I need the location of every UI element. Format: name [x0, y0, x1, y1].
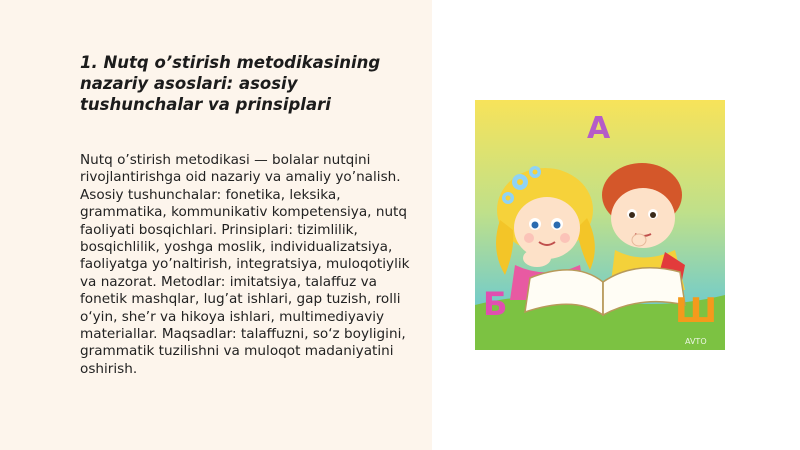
- letter-a-character: A: [587, 111, 611, 146]
- slide-title: 1. Nutq o’stirish metodikasining nazariy asoslari: asosiy tushunchalar va prinsiplari: [80, 53, 381, 114]
- children-reading-illustration: [475, 100, 725, 350]
- slide-body-text: Nutq o’stirish metodikasi — bolalar nutqini rivojlantirishga oid nazariy va amaliy yo’nalish. Asosiy tushunchalar: fonetika, leksika, grammatika, kommunikativ kompetensiya, nutq faoliyati bosqichlari. Prinsiplari: tizimlilik, bosqichlilik, yoshga moslik, individualizatsiya, faoliyatga yo’naltirish, integratsiya, muloqotiylik va nazorat. Metodlar: imitatsiya, talaffuz va fonetik mashqlar, lug’at ishlari, gap tuzish, rolli o‘yin, she’r va hikoya ishlari, multimediyaviy materiallar. Maqsadlar: talaffuzni, so‘z boyligini, grammatik tuzilishni va muloqot madaniyatini oshirish.: [80, 152, 410, 377]
- watermark-text: AVTO: [685, 337, 707, 346]
- letter-sh-character: Ш: [675, 291, 718, 331]
- letter-b-character: Б: [483, 285, 508, 323]
